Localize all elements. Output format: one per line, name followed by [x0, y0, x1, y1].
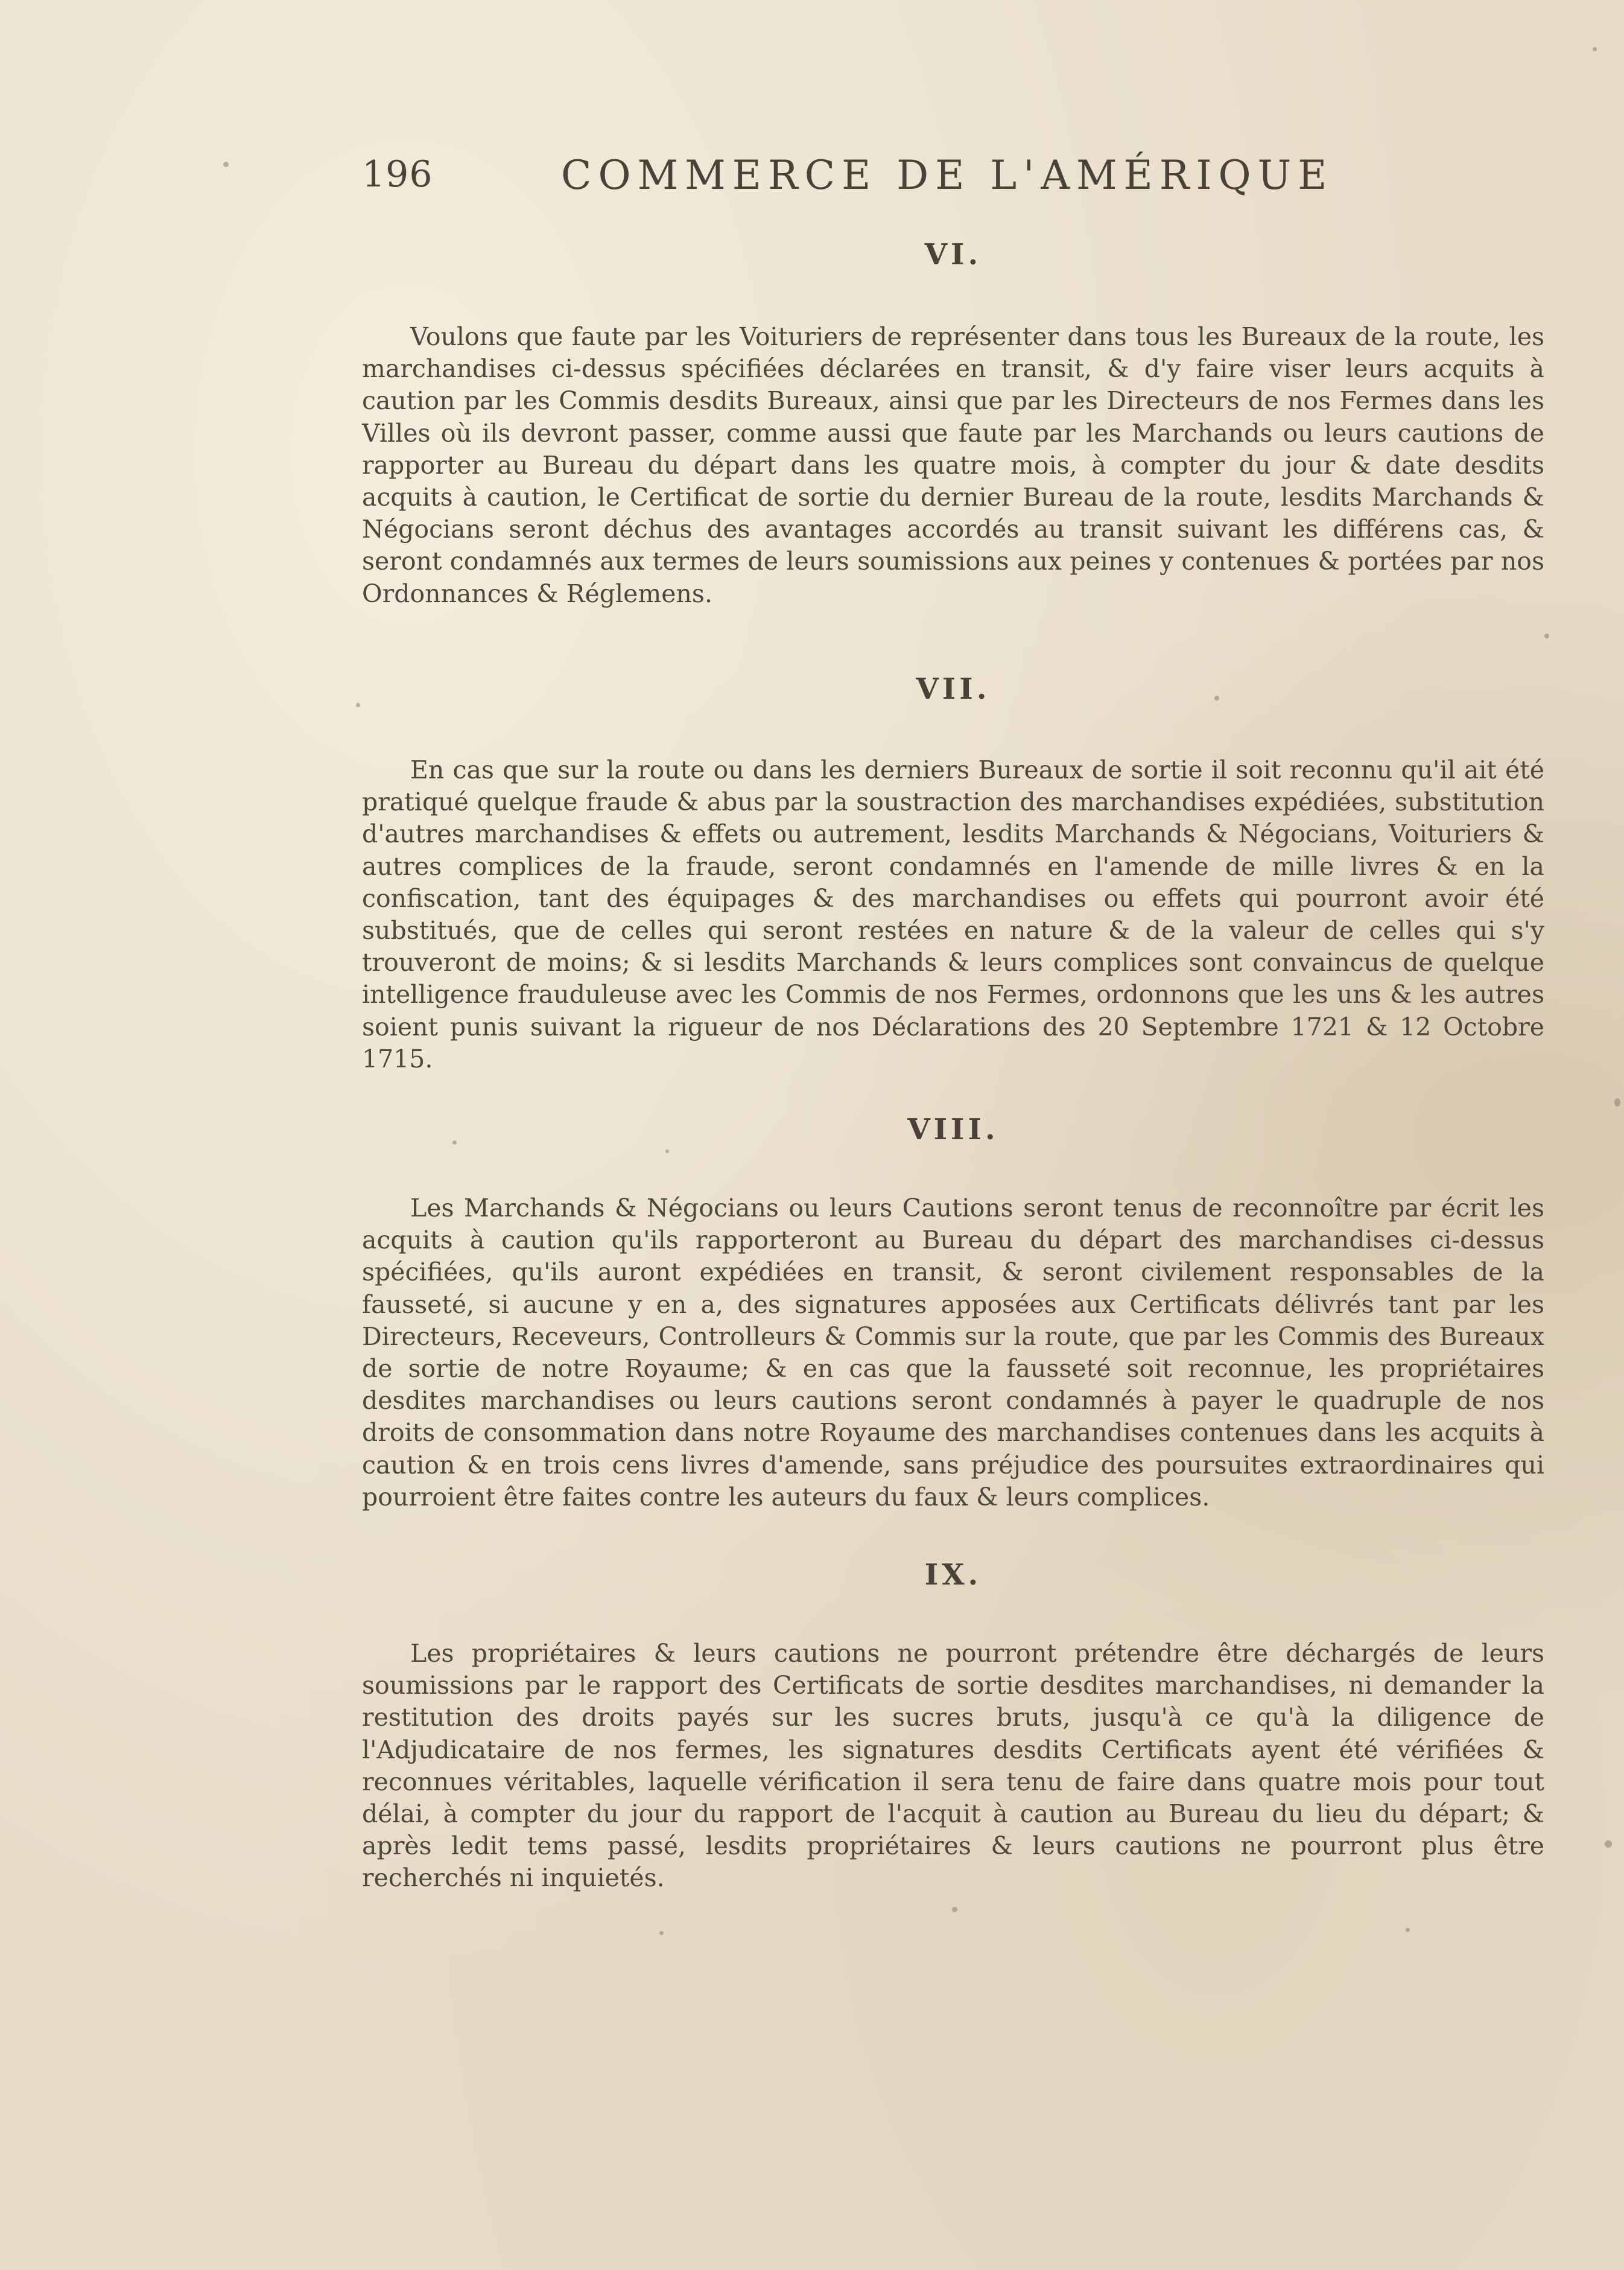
article-text: Les Marchands & Négocians ou leurs Cautions seront tenus de reconnoître par écrit les acquits à caution qu'ils rapporteront au Bureau du départ des marchandises ci-dessus spécifiées, qu'ils auront expédiées en transit, & seront civilement responsables de la fausseté, si aucune y en a, des signatures apposées aux Certificats délivrés tant par les Directeurs, Receveurs, Controlleurs & Commis sur la route, que par les Commis des Bureaux de sortie de notre Royaume; & en cas que la fausseté soit reconnue, les propriétaires desdites marchandises ou leurs cautions seront condamnés à payer le quadruple de nos droits de consommation dans notre Royaume des marchandises contenues dans les acquits à caution & en trois cens livres d'amende, sans préjudice des poursuites extraordinaires qui pourroient être faites contre les auteurs du faux & leurs complices. [362, 1194, 1544, 1512]
article-viii [362, 1111, 1544, 1513]
paper-speck [1614, 1098, 1620, 1107]
article-number: VIII. [907, 1113, 999, 1146]
paper-speck [659, 1931, 664, 1935]
paper-speck [356, 703, 360, 707]
article-vii [362, 671, 1544, 1075]
page-header [362, 147, 1544, 208]
article-text: Voulons que faute par les Voituriers de représenter dans tous les Bureaux de la route, les marchandises ci-dessus spécifiées déclarées en transit, & d'y faire viser leurs acquits à caution par les Commis desdits Bureaux, ainsi que par les Directeurs de nos Fermes dans les Villes où ils devront passer, comme aussi que faute par les Marchands ou leurs cautions de rapporter au Bureau du départ dans les quatre mois, à compter du jour & date desdits acquits à caution, le Certificat de sortie du dernier Bureau de la route, lesdits Marchands & Négocians seront déchus des avantages accordés au transit suivant les différens cas, & seront condamnés aux termes de leurs soumissions aux peines y contenues & portées par nos Ordonnances & Réglemens. [362, 322, 1544, 608]
paper-speck [1605, 1840, 1612, 1848]
article-text: Les propriétaires & leurs cautions ne pourront prétendre être déchargés de leurs soumissions par le rapport des Certificats de sortie desdites marchandises, ni demander la restitution des droits payés sur les sucres bruts, jusqu'à ce qu'à la diligence de l'Adjudicataire de nos fermes, les signatures desdits Certificats ayent été vérifiées & reconnues véritables, laquelle vérification il sera tenu de faire dans quatre mois pour tout délai, à compter du jour du rapport de l'acquit à caution au Bureau du lieu du départ; & après ledit tems passé, lesdits propriétaires & leurs cautions ne pourront plus être recherchés ni inquietés. [362, 1639, 1544, 1893]
page-number: 196 [362, 153, 433, 196]
paper-speck [952, 1907, 957, 1912]
running-title: COMMERCE DE L'AMÉRIQUE [561, 152, 1334, 199]
paper-speck [1544, 634, 1549, 638]
paper-speck [223, 162, 229, 167]
paper-speck [1406, 1928, 1410, 1932]
article-vi [362, 237, 1544, 610]
article-ix [362, 1557, 1544, 1895]
article-number: VI. [924, 238, 982, 272]
article-number: IX. [924, 1558, 982, 1592]
article-text: En cas que sur la route ou dans les derniers Bureaux de sortie il soit reconnu qu'il ait été pratiqué quelque fraude & abus par la soustraction des marchandises expédiées, substitution d'autres marchandises & effets ou autrement, lesdits Marchands & Négocians, Voituriers & autres complices de la fraude, seront condamnés en l'amende de mille livres & en la confiscation, tant des équipages & des marchandises ou effets qui pourront avoir été substitués, que de celles qui seront restées en nature & de la valeur de celles qui s'y trouveront de moins; & si lesdits Marchands & leurs complices sont convaincus de quelque intelligence frauduleuse avec les Commis de nos Fermes, ordonnons que les uns & les autres soient punis suivant la rigueur de nos Déclarations des 20 Septembre 1721 & 12 Octobre 1715. [362, 755, 1544, 1073]
article-number: VII. [916, 672, 991, 706]
paper-speck [1593, 47, 1597, 51]
